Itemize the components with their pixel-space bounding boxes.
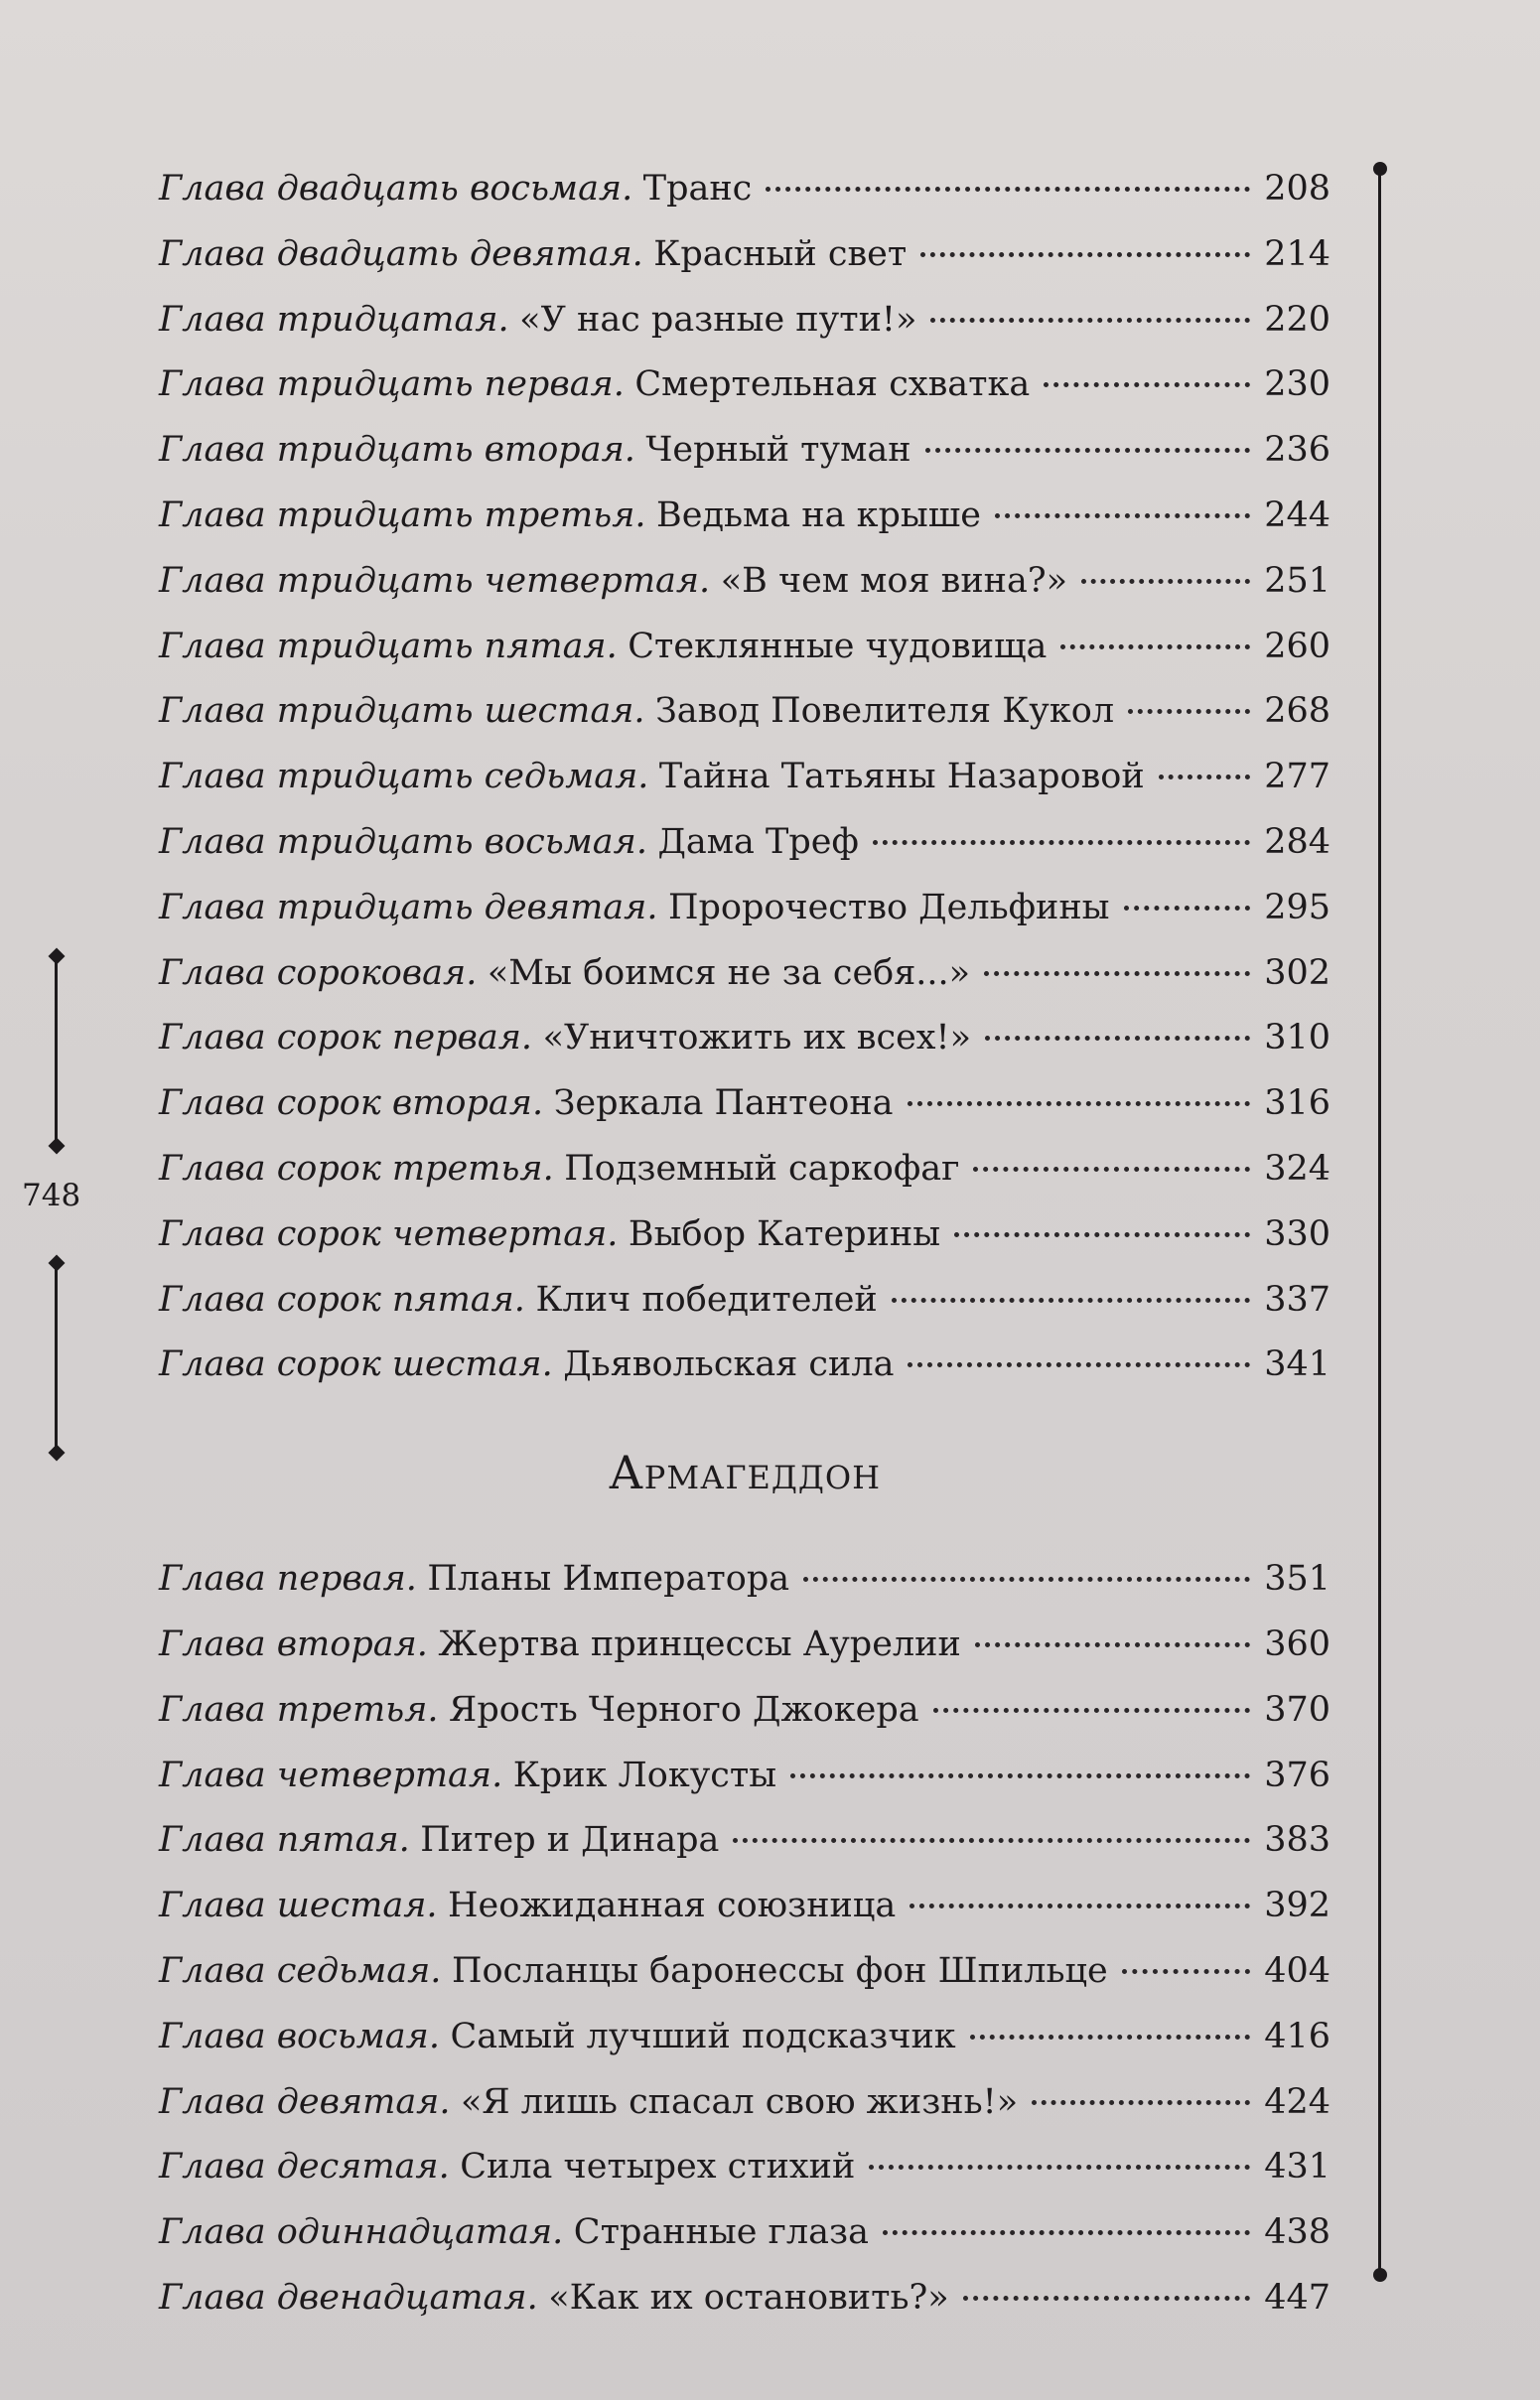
toc-entry: [159, 1333, 1330, 1398]
chapter-title: Самый лучший подсказчик: [450, 2016, 956, 2056]
dot-leader: [1124, 906, 1251, 911]
dot-leader: [790, 1773, 1250, 1778]
chapter-page: 376: [1264, 1755, 1330, 1795]
chapter-page: 214: [1264, 233, 1330, 274]
chapter-label: Глава тридцатая.: [159, 299, 509, 340]
chapter-label: Глава тридцать шестая.: [159, 691, 645, 732]
chapter-title: Транс: [642, 169, 753, 209]
chapter-page: 251: [1264, 560, 1330, 601]
chapter-label: Глава тридцать пятая.: [159, 626, 618, 666]
chapter-title: Черный туман: [645, 430, 911, 471]
toc-entry: [159, 1808, 1330, 1874]
page-number: 748: [22, 1178, 81, 1213]
chapter-label: Глава сорок пятая.: [159, 1279, 525, 1320]
toc-entry: [159, 222, 1330, 288]
chapter-page: 302: [1264, 952, 1330, 993]
dot-leader: [803, 1577, 1250, 1582]
chapter-label: Глава двадцать девятая.: [159, 233, 643, 274]
ornament-dot-bottom: [1373, 2268, 1387, 2282]
ornament-diamond: [49, 1445, 66, 1462]
chapter-title: Пророчество Дельфины: [667, 887, 1110, 927]
toc-entry: [159, 484, 1330, 549]
dot-leader: [908, 1101, 1251, 1106]
toc-part-2: [159, 1547, 1330, 2331]
toc-entry: [159, 679, 1330, 745]
chapter-title: Сила четырех стихий: [460, 2147, 856, 2188]
chapter-label: Глава первая.: [159, 1559, 417, 1600]
chapter-page: 447: [1264, 2277, 1330, 2318]
dot-leader: [910, 1904, 1250, 1908]
chapter-page: 431: [1264, 2147, 1330, 2188]
chapter-page: 337: [1264, 1279, 1330, 1320]
dot-leader: [883, 2230, 1250, 2235]
dot-leader: [984, 971, 1250, 976]
toc-entry: [159, 1874, 1330, 1939]
chapter-label: Глава сороковая.: [159, 952, 478, 993]
dot-leader: [930, 318, 1250, 323]
ornament-diamond: [49, 1138, 66, 1155]
toc-entry: [159, 745, 1330, 810]
chapter-label: Глава сорок третья.: [159, 1148, 554, 1189]
chapter-page: 330: [1264, 1213, 1330, 1254]
dot-leader: [995, 513, 1250, 518]
chapter-page: 351: [1264, 1559, 1330, 1600]
chapter-label: Глава двенадцатая.: [159, 2277, 538, 2318]
chapter-page: 416: [1264, 2016, 1330, 2056]
chapter-title: Красный свет: [653, 233, 908, 274]
chapter-label: Глава сорок четвертая.: [159, 1213, 619, 1254]
chapter-page: 295: [1264, 887, 1330, 927]
chapter-page: 244: [1264, 494, 1330, 535]
toc-entry: [159, 288, 1330, 353]
chapter-label: Глава сорок шестая.: [159, 1344, 553, 1385]
chapter-title: Выбор Катерины: [628, 1213, 941, 1254]
chapter-label: Глава двадцать восьмая.: [159, 169, 633, 209]
chapter-title: «В чем моя вина?»: [720, 560, 1068, 601]
dot-leader: [920, 252, 1250, 257]
dot-leader: [892, 1298, 1250, 1303]
ornament-vertical-rule-left-lower: [55, 1266, 58, 1451]
chapter-title: Подземный саркофаг: [564, 1148, 960, 1189]
chapter-title: Крик Локусты: [512, 1755, 777, 1795]
toc-entry: [159, 1137, 1330, 1202]
chapter-title: Посланцы баронессы фон Шпильце: [451, 1950, 1108, 1991]
dot-leader: [908, 1362, 1250, 1367]
chapter-title: Питер и Динара: [420, 1820, 720, 1861]
toc-entry: [159, 1268, 1330, 1334]
toc-entry: [159, 876, 1330, 941]
toc-entry: [159, 1071, 1330, 1137]
chapter-title: Тайна Татьяны Назаровой: [658, 757, 1145, 797]
toc-entry: [159, 2266, 1330, 2331]
toc-part-1: [159, 157, 1330, 1398]
ornament-vertical-rule-right: [1378, 169, 1381, 2272]
chapter-label: Глава сорок первая.: [159, 1018, 533, 1059]
dot-leader: [933, 1708, 1251, 1713]
dot-leader: [1032, 2100, 1250, 2105]
toc-entry: [159, 1006, 1330, 1071]
chapter-label: Глава тридцать третья.: [159, 494, 646, 535]
toc-entry: [159, 353, 1330, 418]
table-of-contents: [159, 157, 1330, 2331]
chapter-page: 236: [1264, 430, 1330, 471]
chapter-title: «Я лишь спасал свою жизнь!»: [460, 2081, 1019, 2122]
chapter-title: «Мы боимся не за себя...»: [487, 952, 971, 993]
chapter-page: 404: [1264, 1950, 1330, 1991]
chapter-page: 310: [1264, 1018, 1330, 1059]
chapter-title: Жертва принцессы Аурелии: [438, 1624, 961, 1664]
chapter-page: 392: [1264, 1886, 1330, 1926]
chapter-label: Глава вторая.: [159, 1624, 428, 1664]
chapter-label: Глава седьмая.: [159, 1950, 442, 1991]
chapter-label: Глава пятая.: [159, 1820, 410, 1861]
chapter-page: 360: [1264, 1624, 1330, 1664]
chapter-title: Завод Повелителя Кукол: [655, 691, 1115, 732]
chapter-label: Глава тридцать восьмая.: [159, 821, 647, 862]
chapter-title: Дама Треф: [657, 821, 859, 862]
toc-entry: [159, 157, 1330, 222]
chapter-title: Стеклянные чудовища: [628, 626, 1048, 666]
dot-leader: [954, 1232, 1250, 1237]
chapter-title: «Как их остановить?»: [548, 2277, 949, 2318]
chapter-title: Странные глаза: [573, 2212, 869, 2253]
toc-entry: [159, 549, 1330, 615]
section-title: Армагеддон: [608, 1446, 882, 1500]
toc-entry: [159, 1678, 1330, 1744]
dot-leader: [985, 1036, 1250, 1041]
chapter-label: Глава тридцать первая.: [159, 364, 625, 405]
dot-leader: [1159, 775, 1250, 779]
toc-entry: [159, 1939, 1330, 2005]
chapter-page: 268: [1264, 691, 1330, 732]
toc-entry: [159, 1547, 1330, 1613]
chapter-title: Ярость Черного Джокера: [449, 1689, 919, 1730]
dot-leader: [873, 840, 1250, 845]
toc-entry: [159, 2070, 1330, 2136]
chapter-page: 341: [1264, 1344, 1330, 1385]
chapter-page: 324: [1264, 1148, 1330, 1189]
chapter-title: Дьявольская сила: [563, 1344, 895, 1385]
toc-entry: [159, 810, 1330, 876]
chapter-page: 383: [1264, 1820, 1330, 1861]
chapter-label: Глава сорок вторая.: [159, 1083, 544, 1124]
toc-entry: [159, 1744, 1330, 1809]
toc-entry: [159, 1613, 1330, 1678]
chapter-label: Глава шестая.: [159, 1886, 438, 1926]
dot-leader: [766, 187, 1250, 192]
toc-entry: [159, 418, 1330, 484]
chapter-label: Глава тридцать седьмая.: [159, 757, 649, 797]
toc-entry: [159, 2200, 1330, 2266]
chapter-title: «Уничтожить их всех!»: [542, 1018, 971, 1059]
dot-leader: [1081, 579, 1250, 584]
ornament-vertical-rule-left-upper: [55, 959, 58, 1144]
chapter-page: 438: [1264, 2212, 1330, 2253]
chapter-title: Смертельная схватка: [634, 364, 1031, 405]
chapter-label: Глава тридцать вторая.: [159, 430, 635, 471]
chapter-label: Глава тридцать четвертая.: [159, 560, 711, 601]
chapter-label: Глава одиннадцатая.: [159, 2212, 564, 2253]
dot-leader: [869, 2165, 1250, 2170]
chapter-page: 208: [1264, 169, 1330, 209]
chapter-label: Глава девятая.: [159, 2081, 451, 2122]
chapter-label: Глава восьмая.: [159, 2016, 440, 2056]
chapter-page: 230: [1264, 364, 1330, 405]
toc-entry: [159, 941, 1330, 1007]
dot-leader: [1128, 709, 1250, 714]
dot-leader: [973, 1167, 1250, 1172]
chapter-label: Глава тридцать девятая.: [159, 887, 658, 927]
toc-entry: [159, 2005, 1330, 2070]
chapter-title: Планы Императора: [427, 1559, 790, 1600]
chapter-label: Глава третья.: [159, 1689, 439, 1730]
dot-leader: [1060, 644, 1250, 649]
chapter-title: Ведьма на крыше: [656, 494, 981, 535]
chapter-page: 316: [1264, 1083, 1330, 1124]
chapter-page: 220: [1264, 299, 1330, 340]
toc-entry: [159, 1202, 1330, 1268]
chapter-label: Глава десятая.: [159, 2147, 450, 2188]
dot-leader: [963, 2296, 1250, 2301]
chapter-title: «У нас разные пути!»: [519, 299, 917, 340]
toc-entry: [159, 2135, 1330, 2200]
chapter-title: Зеркала Пантеона: [553, 1083, 894, 1124]
chapter-title: Неожиданная союзница: [448, 1886, 897, 1926]
chapter-label: Глава четвертая.: [159, 1755, 503, 1795]
chapter-page: 424: [1264, 2081, 1330, 2122]
dot-leader: [733, 1838, 1250, 1843]
chapter-page: 260: [1264, 626, 1330, 666]
chapter-page: 284: [1264, 821, 1330, 862]
dot-leader: [1044, 382, 1250, 387]
dot-leader: [1122, 1969, 1250, 1974]
dot-leader: [975, 1642, 1250, 1647]
chapter-page: 277: [1264, 757, 1330, 797]
toc-entry: [159, 615, 1330, 680]
chapter-page: 370: [1264, 1689, 1330, 1730]
dot-leader: [970, 2035, 1251, 2040]
dot-leader: [925, 448, 1251, 453]
chapter-title: Клич победителей: [535, 1279, 878, 1320]
